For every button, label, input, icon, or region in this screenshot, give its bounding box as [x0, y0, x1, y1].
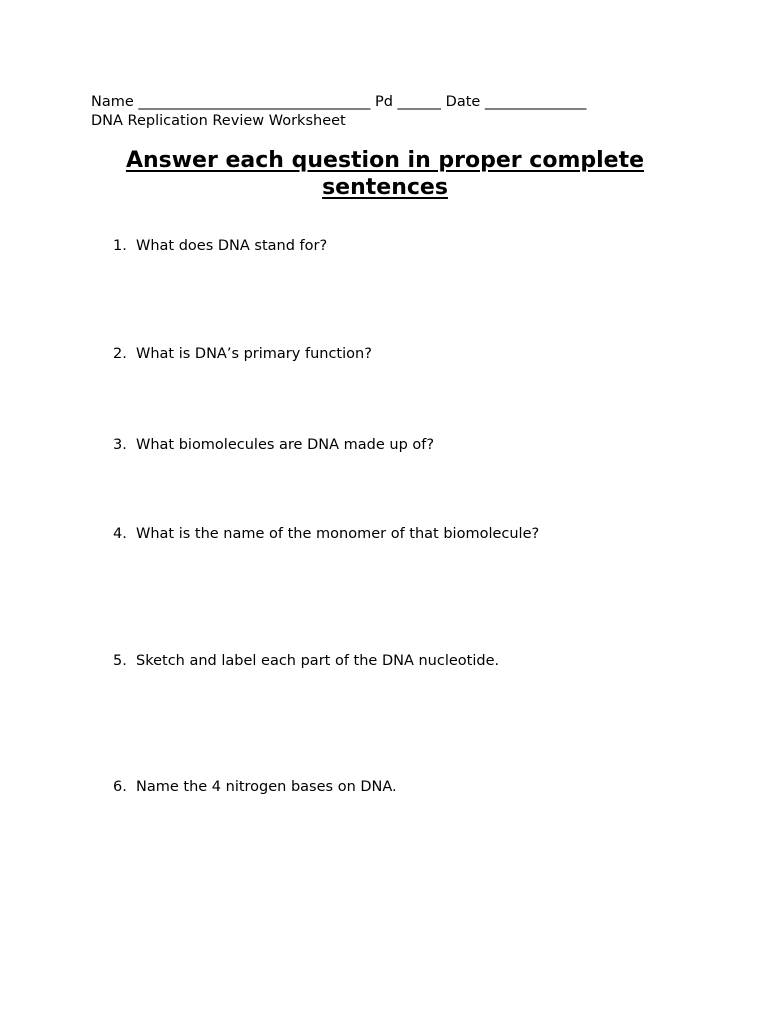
- instruction-heading: [0, 147, 770, 201]
- question-number: 1.: [113, 238, 127, 254]
- question-text: What is the name of the monomer of that biomolecule?: [136, 526, 540, 542]
- question-6: [113, 778, 397, 796]
- question-2: [113, 345, 372, 363]
- question-3: [113, 436, 434, 454]
- question-number: 6.: [113, 779, 127, 795]
- worksheet-title: DNA Replication Review Worksheet: [91, 113, 346, 129]
- question-number: 5.: [113, 653, 127, 669]
- question-5: [113, 652, 499, 670]
- question-number: 3.: [113, 437, 127, 453]
- question-text: What biomolecules are DNA made up of?: [136, 437, 435, 453]
- question-text: Sketch and label each part of the DNA nucleotide.: [136, 653, 500, 669]
- question-text: What does DNA stand for?: [136, 238, 328, 254]
- question-4: [113, 525, 539, 543]
- question-text: Name the 4 nitrogen bases on DNA.: [136, 779, 397, 795]
- name-pd-date-line: Name ________________________________ Pd ______ Date ______________: [91, 94, 587, 110]
- instruction-line-2: sentences: [322, 175, 448, 200]
- question-number: 4.: [113, 526, 127, 542]
- instruction-line-1: Answer each question in proper complete: [125, 148, 645, 173]
- question-text: What is DNA’s primary function?: [136, 346, 372, 362]
- question-1: [113, 237, 327, 255]
- question-number: 2.: [113, 346, 127, 362]
